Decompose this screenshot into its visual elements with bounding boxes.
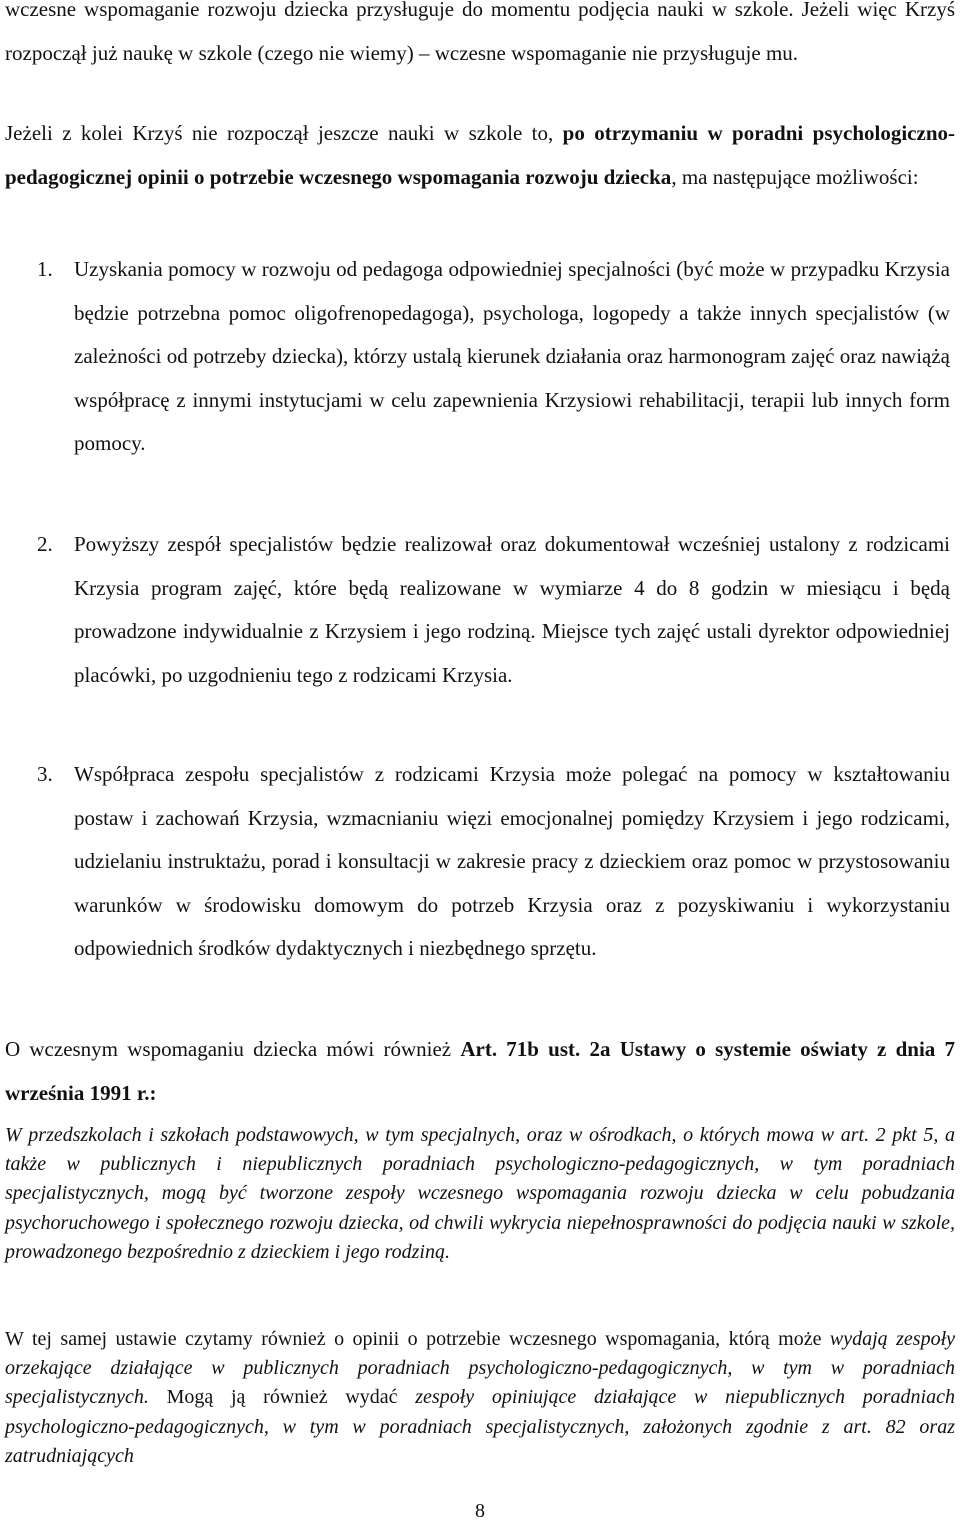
closing-text-1: W tej samej ustawie czytamy również o opinii o potrzebie wczesnego wspomagania, którą może xyxy=(5,1328,830,1350)
law-reference-paragraph xyxy=(5,1028,955,1115)
law-reference-text: O wczesnym wspomaganiu dziecka mówi również xyxy=(5,1037,461,1061)
law-citation: Art. 71b ust. 2a Ustawy o systemie oświaty z dnia 7 września 1991 r.: xyxy=(5,1037,955,1105)
closing-paragraph xyxy=(5,1325,955,1471)
list-item xyxy=(0,248,950,466)
intro-text: wczesne wspomaganie rozwoju dziecka przysługuje do momentu podjęcia nauki w szkole. Jeżeli więc Krzyś rozpoczął już naukę w szkole (czego nie wiemy) – wczesne wspomaganie nie przysługuje mu. xyxy=(5,0,955,65)
list-item-text: Powyższy zespół specjalistów będzie realizował oraz dokumentował wcześniej ustalony z rodzicami Krzysia program zajęć, które będą realizowane w wymiarze 4 do 8 godzin w miesiącu i będą prowadzone indywidualnie z Krzysiem i jego rodziną. Miejsce tych zajęć ustali dyrektor odpowiedniej placówki, po uzgodnieniu tego z rodzicami Krzysia. xyxy=(74,532,950,687)
conditions-text-end: , ma następujące możliwości: xyxy=(671,164,919,189)
list-item-text: Współpraca zespołu specjalistów z rodzicami Krzysia może polegać na pomocy w kształtowaniu postaw i zachowań Krzysia, wzmacnianiu więzi emocjonalnej pomiędzy Krzysiem i jego rodzicami, udzielaniu instruktażu, porad i konsultacji w zakresie pracy z dzieckiem oraz pomoc w przystosowaniu warunków w środowisku domowym do potrzeb Krzysia oraz z pozyskiwaniu i wykorzystaniu odpowiednich środków dydaktycznych i niezbędnego sprzętu. xyxy=(74,762,950,960)
law-quote: W przedszkolach i szkołach podstawowych, w tym specjalnych, oraz w ośrodkach, o których mowa w art. 2 pkt 5, a także w publicznych i niepublicznych poradniach psychologiczno-pedagogicznych, w tym poradniach specjalistycznych, mogą być tworzone zespoły wczesnego wspomagania rozwoju dziecka w celu pobudzania psychoruchowego i społecznego rozwoju dziecka, od chwili wykrycia niepełnosprawności do podjęcia nauki w szkole, prowadzonego bezpośrednio z dzieckiem i jego rodziną. xyxy=(5,1124,955,1263)
conditions-text-start: Jeżeli z kolei Krzyś nie rozpoczął jeszcze nauki w szkole to, xyxy=(5,121,563,145)
list-item xyxy=(0,753,950,971)
list-item-number: 3. xyxy=(37,762,53,786)
conditions-bold-text: po otrzymaniu w poradni psychologiczno-pedagogicznej opinii o potrzebie wczesnego wspomagania rozwoju dziecka xyxy=(5,121,955,189)
conditions-paragraph xyxy=(5,112,955,199)
list-item-number: 2. xyxy=(37,532,53,556)
closing-italic-1: wydają zespoły orzekające działające w publicznych poradniach psychologiczno-pedagogicznych, w tym w poradniach specjalistycznych. xyxy=(5,1328,956,1409)
intro-paragraph xyxy=(5,0,955,75)
list-item xyxy=(0,523,950,697)
closing-text-2: Mogą ją również wydać xyxy=(148,1386,416,1409)
list-item-text: Uzyskania pomocy w rozwoju od pedagoga odpowiedniej specjalności (być może w przypadku Krzysia będzie potrzebna pomoc oligofrenopedagoga), psychologa, logopedy a także innych specjalistów (w zależności od potrzeby dziecka), którzy ustalą kierunek działania oraz harmonogram zajęć oraz nawiążą współpracę z innymi instytucjami w celu zapewnienia Krzysiowi rehabilitacji, terapii lub innych form pomocy. xyxy=(74,257,950,455)
page-number: 8 xyxy=(475,1500,485,1522)
closing-italic-2: zespoły opiniujące działające w niepublicznych poradniach psychologiczno-pedagogicznych, w tym w poradniach specjalistycznych, założonych zgodnie z art. 82 oraz zatrudniających xyxy=(5,1386,955,1467)
list-item-number: 1. xyxy=(37,257,53,281)
